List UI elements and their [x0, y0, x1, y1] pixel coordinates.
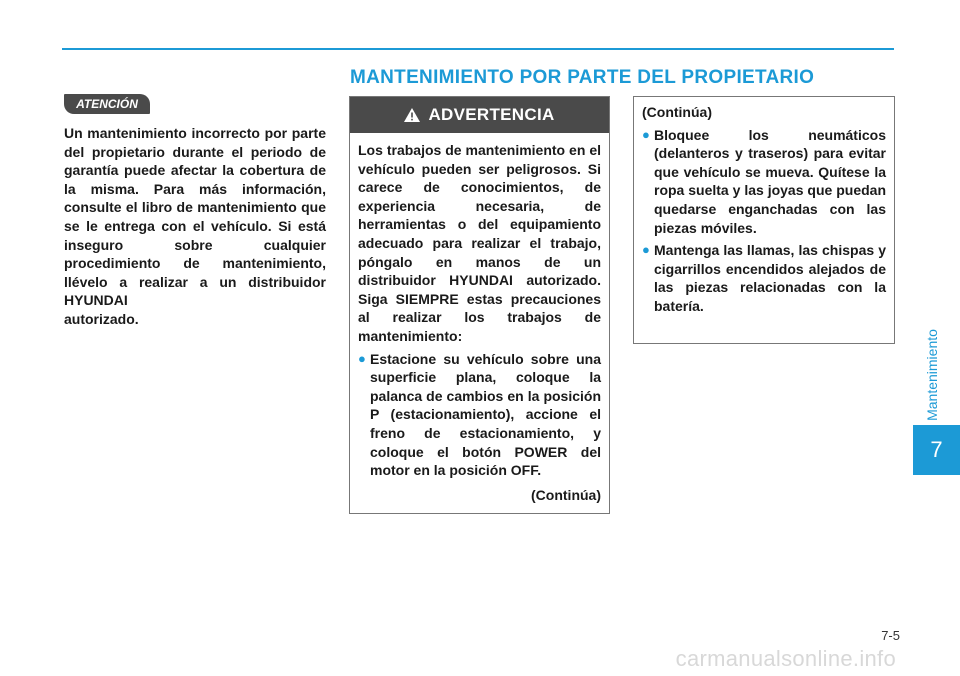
continued-bullet-text: Mantenga las llamas, las chispas y cigarrillos encendidos alejados de las piezas relacionadas con la batería. — [654, 242, 886, 314]
page-number: 7-5 — [881, 628, 900, 643]
list-item — [358, 350, 601, 480]
bullet-dot-icon: ● — [642, 126, 650, 142]
continued-heading: (Continúa) — [642, 104, 712, 120]
list-item — [642, 126, 886, 238]
warning-bullet-text: Estacione su vehículo sobre una superficie plana, coloque la palanca de cambios en la posición P (estacionamiento), accione el freno de estacionamiento, y coloque el botón POWER del motor en la posición OFF. — [370, 350, 601, 479]
list-item — [642, 241, 886, 315]
continued-box — [633, 96, 895, 344]
caution-label: ATENCIÓN — [64, 94, 150, 114]
warning-body — [350, 133, 609, 504]
section-side-label — [922, 325, 942, 425]
caution-paragraph-end: autorizado. — [64, 310, 139, 327]
top-rule — [62, 48, 894, 50]
page-title: MANTENIMIENTO POR PARTE DEL PROPIETARIO — [350, 67, 815, 88]
section-side-label-text: Mantenimiento — [924, 329, 941, 421]
bullet-dot-icon: ● — [358, 350, 366, 366]
continued-bullet-text: Bloquee los neumáticos (delanteros y traseros) para evitar que vehículo se mueva. Quítese la ropa suelta y las joyas que puedan quedarse enganchadas con las piezas móviles. — [654, 126, 886, 236]
warning-label: ADVERTENCIA — [428, 105, 555, 124]
warning-intro: Los trabajos de mantenimiento en el vehículo pueden ser peligrosos. Si carece de conocimientos, de experiencia necesaria, de herramientas o del equipamiento adecuado para realizar el trabajo, póngalo en manos de un distribuidor HYUNDAI autorizado. Siga SIEMPRE estas precauciones al realizar los trabajos de mantenimiento: — [358, 142, 601, 344]
warning-triangle-icon — [404, 108, 420, 122]
caution-text — [64, 124, 326, 329]
warning-box — [349, 96, 610, 514]
warning-header — [350, 97, 609, 133]
bullet-dot-icon: ● — [642, 242, 650, 258]
caution-paragraph: Un mantenimiento incorrecto por parte del propietario durante el periodo de garantía puede afectar la cobertura de la misma. Para más información, consulte el libro de mantenimiento que se le entrega con el vehículo. Si está inseguro sobre cualquier procedimiento de mantenimiento, llévelo a realizar a un distribuidor HYUNDAI — [64, 125, 326, 309]
continues-note: (Continúa) — [531, 486, 601, 503]
chapter-tab: 7 — [913, 425, 960, 475]
watermark: carmanualsonline.info — [675, 646, 896, 671]
